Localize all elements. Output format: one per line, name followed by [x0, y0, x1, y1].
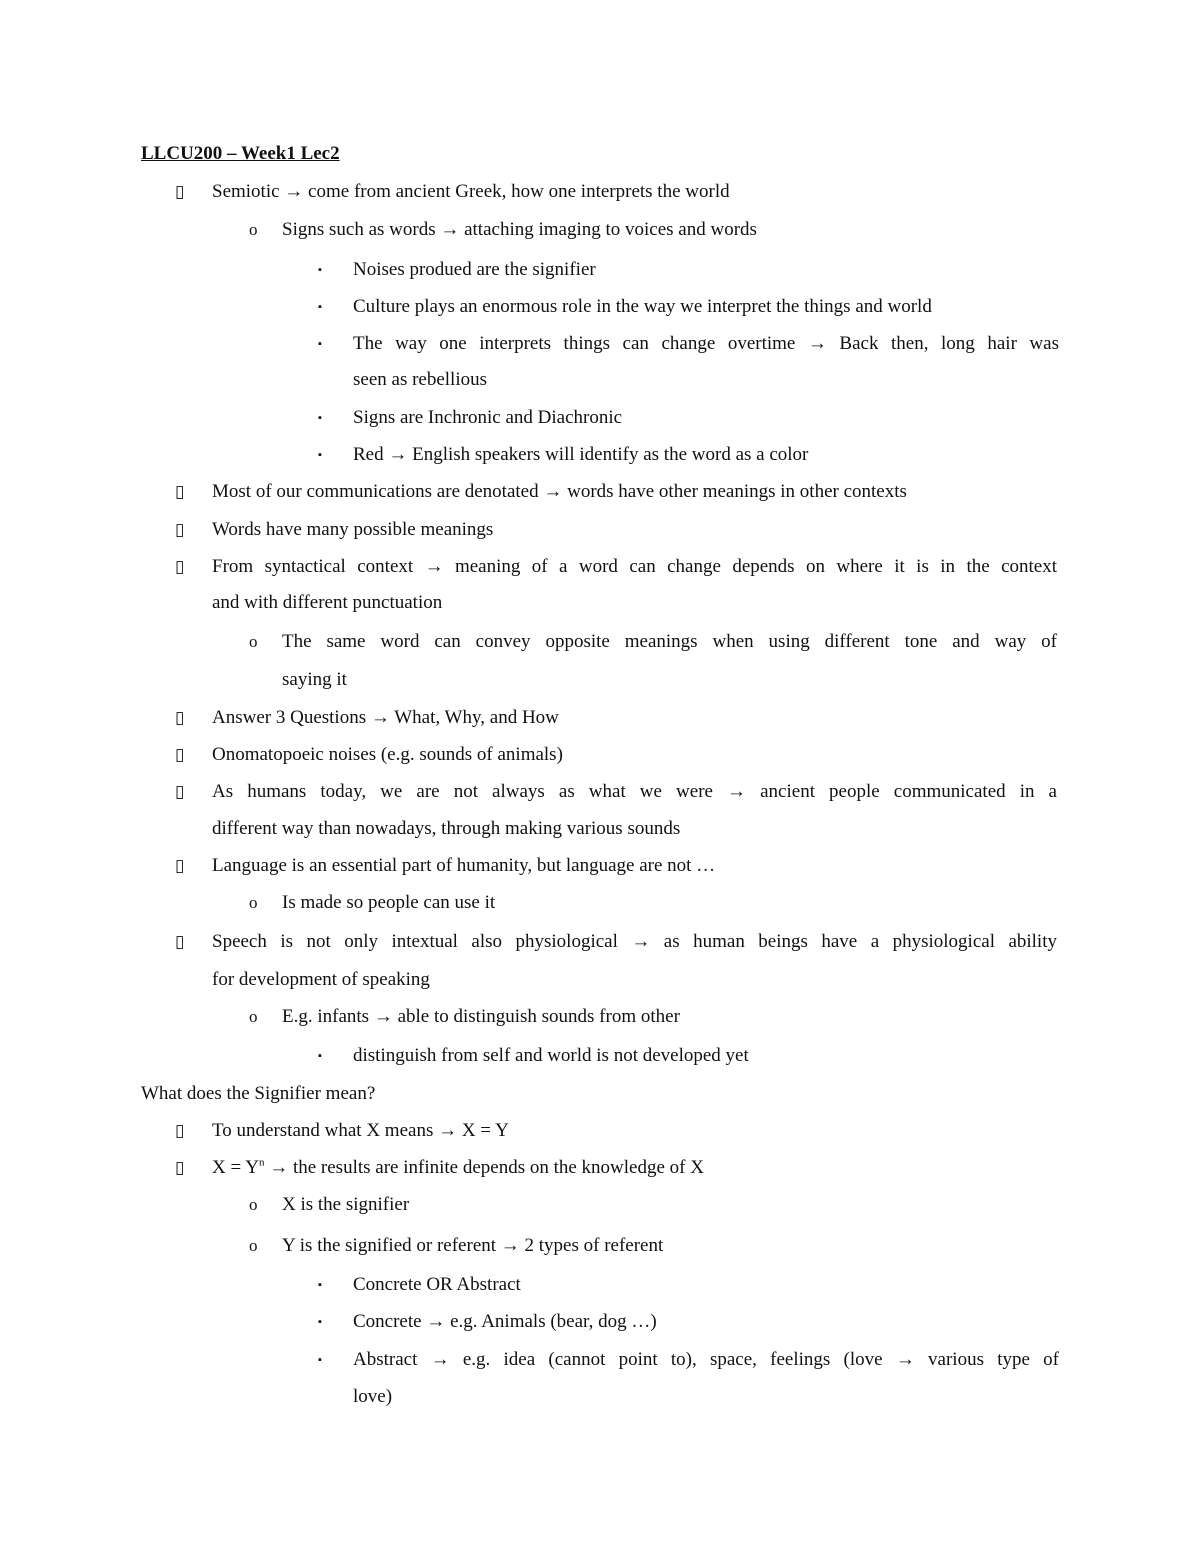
bullet-level1-icon: ▯ — [175, 932, 185, 951]
list-item-text: Semiotic → come from ancient Greek, how one interprets the world — [212, 181, 730, 202]
bullet-level3-icon: ▪ — [318, 1354, 322, 1366]
bullet-level3-icon: ▪ — [318, 301, 322, 313]
section-heading-text: What does the Signifier mean? — [141, 1083, 376, 1104]
list-item-text: Signs are Inchronic and Diachronic — [353, 407, 623, 428]
list-item-text: Language is an essential part of humanity, but language are not … — [212, 855, 716, 876]
bullet-level1-icon: ▯ — [175, 782, 185, 801]
equation-text: X = Y — [212, 1157, 259, 1178]
bullet-level3-icon: ▪ — [318, 1050, 322, 1062]
list-item-text: Y is the signified or referent → 2 types of referent — [282, 1235, 664, 1256]
document-title: LLCU200 – Week1 Lec2 — [141, 143, 340, 164]
bullet-level1-icon: ▯ — [175, 1121, 185, 1140]
bullet-level1-icon: ▯ — [175, 482, 185, 501]
list-item-text: Culture plays an enormous role in the way we interpret the things and world — [353, 296, 932, 317]
list-item-text: love) — [353, 1386, 393, 1407]
list-item-text: From syntactical context → meaning of a word can change depends on where it is in the context — [212, 556, 1057, 577]
list-item-text: different way than nowadays, through making various sounds — [212, 818, 681, 839]
bullet-level1-icon: ▯ — [175, 856, 185, 875]
list-item-text: Concrete OR Abstract — [353, 1274, 521, 1295]
list-item-text: As humans today, we are not always as what we were → ancient people communicated in a — [212, 781, 1057, 802]
list-item-text: seen as rebellious — [353, 369, 488, 390]
bullet-level1-icon: ▯ — [175, 182, 185, 201]
list-item-text: distinguish from self and world is not developed yet — [353, 1045, 749, 1066]
superscript-n: n — [258, 1156, 265, 1169]
bullet-level3-icon: ▪ — [318, 264, 322, 276]
list-item-text: Signs such as words → attaching imaging to voices and words — [282, 219, 757, 240]
bullet-level2-icon: o — [249, 1236, 258, 1255]
bullet-level3-icon: ▪ — [318, 449, 322, 461]
bullet-level3-icon: ▪ — [318, 1279, 322, 1291]
equation-continuation: → the results are infinite depends on the knowledge of X — [264, 1157, 704, 1178]
list-item-text — [212, 1156, 704, 1180]
bullet-level1-icon: ▯ — [175, 520, 185, 539]
bullet-level3-icon: ▪ — [318, 412, 322, 424]
bullet-level3-icon: ▪ — [318, 338, 322, 350]
list-item-text: Speech is not only intextual also physiological → as human beings have a physiological ability — [212, 931, 1057, 952]
list-item-text: saying it — [282, 669, 347, 690]
bullet-level2-icon: o — [249, 220, 258, 239]
list-item-text: Red → English speakers will identify as the word as a color — [353, 444, 809, 465]
bullet-level3-icon: ▪ — [318, 1316, 322, 1328]
bullet-level1-icon: ▯ — [175, 557, 185, 576]
list-item-text: Onomatopoeic noises (e.g. sounds of animals) — [212, 744, 563, 765]
bullet-level1-icon: ▯ — [175, 1158, 185, 1177]
list-item-text: Words have many possible meanings — [212, 519, 494, 540]
list-item-text: Concrete → e.g. Animals (bear, dog …) — [353, 1311, 657, 1332]
list-item-text: To understand what X means → X = Y — [212, 1120, 509, 1141]
list-item-text: The same word can convey opposite meanings when using different tone and way of — [282, 631, 1057, 652]
list-item-text: Noises produed are the signifier — [353, 259, 596, 280]
list-item-text: and with different punctuation — [212, 592, 443, 613]
list-item-text: Answer 3 Questions → What, Why, and How — [212, 707, 559, 728]
list-item-text: for development of speaking — [212, 969, 430, 990]
list-item-text: Is made so people can use it — [282, 892, 496, 913]
list-item-text: Abstract → e.g. idea (cannot point to), space, feelings (love → various type of — [353, 1349, 1059, 1370]
list-item-text: Most of our communications are denotated → words have other meanings in other contexts — [212, 481, 907, 502]
bullet-level2-icon: o — [249, 1195, 258, 1214]
list-item-text: The way one interprets things can change overtime → Back then, long hair was — [353, 333, 1059, 354]
bullet-level1-icon: ▯ — [175, 708, 185, 727]
bullet-level2-icon: o — [249, 1007, 258, 1026]
bullet-level2-icon: o — [249, 893, 258, 912]
bullet-level2-icon: o — [249, 632, 258, 651]
list-item-text: E.g. infants → able to distinguish sounds from other — [282, 1006, 680, 1027]
bullet-level1-icon: ▯ — [175, 745, 185, 764]
list-item-text: X is the signifier — [282, 1194, 410, 1215]
